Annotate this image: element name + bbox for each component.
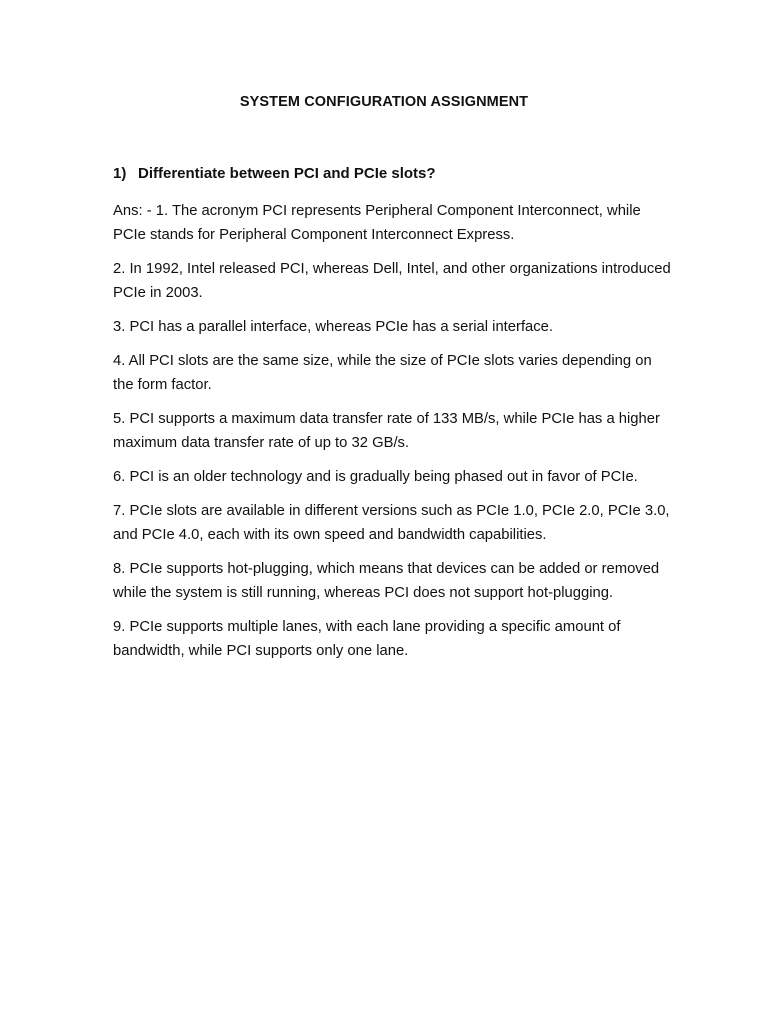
question-heading (113, 162, 673, 186)
question-number: 1) (113, 165, 127, 182)
question-text: Differentiate between PCI and PCIe slots? (138, 165, 436, 182)
answer-paragraph-2: 2. In 1992, Intel released PCI, whereas Dell, Intel, and other organizations introduced PCIe in 2003. (113, 261, 671, 301)
answer-paragraph-1: Ans: - 1. The acronym PCI represents Peripheral Component Interconnect, while PCIe stands for Peripheral Component Interconnect Express. (113, 203, 641, 243)
answer-paragraph-4: 4. All PCI slots are the same size, while the size of PCIe slots varies depending on the form factor. (113, 353, 652, 393)
answer-paragraph-7: 7. PCIe slots are available in different versions such as PCIe 1.0, PCIe 2.0, PCIe 3.0, and PCIe 4.0, each with its own speed and bandwidth capabilities. (113, 503, 670, 543)
answer-paragraph-5: 5. PCI supports a maximum data transfer rate of 133 MB/s, while PCIe has a higher maximum data transfer rate of up to 32 GB/s. (113, 411, 660, 451)
document-body (113, 162, 673, 673)
document-title: SYSTEM CONFIGURATION ASSIGNMENT (239, 94, 529, 110)
answer-paragraph-8: 8. PCIe supports hot-plugging, which means that devices can be added or removed while the system is still running, whereas PCI does not support hot-plugging. (113, 561, 660, 601)
answer-paragraph-9: 9. PCIe supports multiple lanes, with each lane providing a specific amount of bandwidth, while PCI supports only one lane. (113, 619, 621, 659)
answer-paragraph-3: 3. PCI has a parallel interface, whereas PCIe has a serial interface. (113, 319, 554, 335)
answer-paragraph-6: 6. PCI is an older technology and is gradually being phased out in favor of PCIe. (113, 469, 638, 485)
